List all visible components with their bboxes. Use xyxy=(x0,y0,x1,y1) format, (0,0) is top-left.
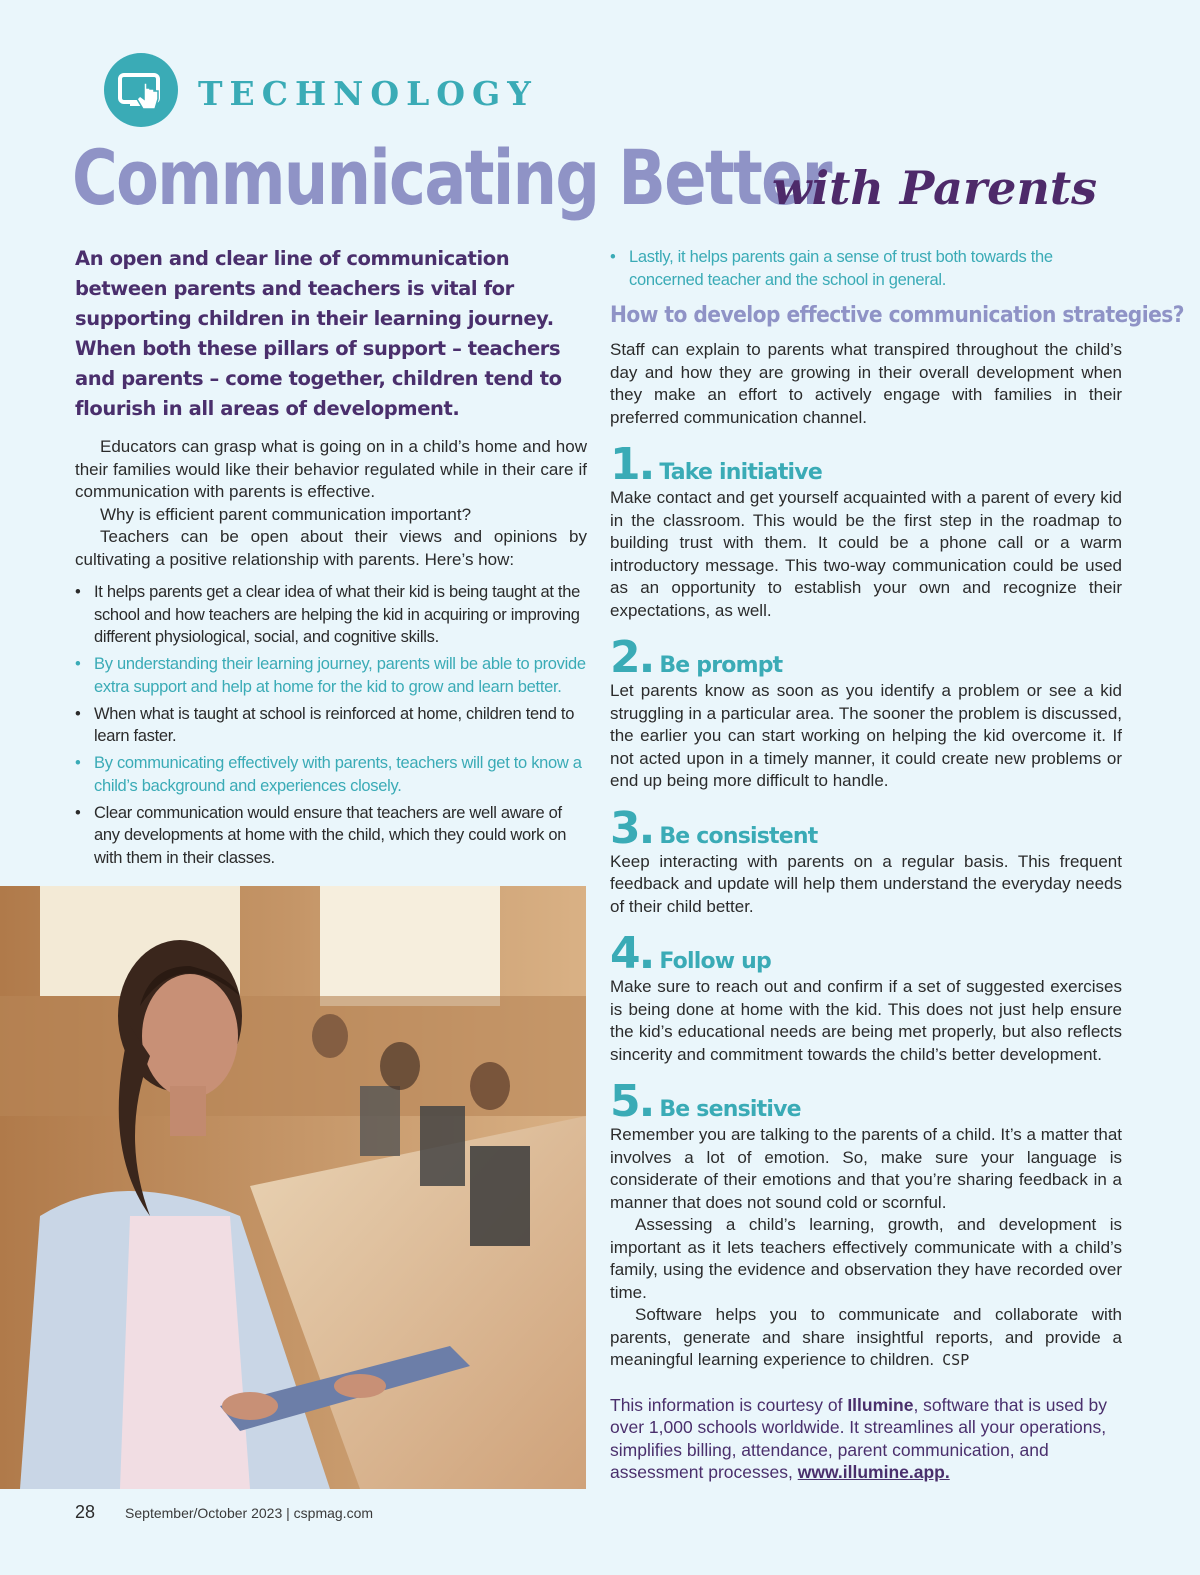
step-2 xyxy=(610,632,1122,793)
step-5 xyxy=(610,1076,1122,1214)
lead-paragraph: An open and clear line of communication between parents and teachers is vital for supporting children in their learning journey. When both these pillars of support – teachers and parents – come together, children tend to flourish in all areas of development. xyxy=(75,247,562,420)
brand-name: Illumine xyxy=(847,1394,914,1415)
page-footer xyxy=(75,1502,373,1523)
list-item: • Lastly, it helps parents gain a sense of trust both towards the concerned teacher and the school in general. xyxy=(610,248,1053,289)
list-item: • Clear communication would ensure that teachers are well aware of any developments at home with the child, which they could work on with them in their classes. xyxy=(75,803,567,867)
article-title-script: with Parents xyxy=(772,161,1098,215)
step-number: 2. xyxy=(610,632,654,683)
section-subheading: How to develop effective communication strategies? xyxy=(610,303,1184,328)
benefits-list xyxy=(75,581,587,869)
step-text: Let parents know as soon as you identify a problem or see a kid struggling in a particular area. The sooner the problem is discussed, the earlier you can start working on helping the kid overcome it. If not acted upon in a timely manner, it could create new problems or end up being more difficult to handle. xyxy=(610,681,1122,790)
article-title: Communicating Better xyxy=(72,133,831,222)
issue-info: September/October 2023 | cspmag.com xyxy=(125,1505,374,1521)
step-text: Remember you are talking to the parents of a child. It’s a matter that involves a lot of emotion. So, make sure your language is considerate of their emotions and that you’re sharing feedback in a manner that does not sound cold or scornful. xyxy=(610,1125,1122,1212)
step-1 xyxy=(610,439,1122,622)
csp-end-mark: CSP xyxy=(942,1351,970,1369)
step-text: Make contact and get yourself acquainted with a parent of every kid in the classroom. This would be the first step in the roadmap to building trust with them. It could be a phone call or a warm introductory message. This two-way communication could be used as an opportunity to establish your own and recognize their expectations, as well. xyxy=(610,488,1122,620)
page-number: 28 xyxy=(75,1502,96,1522)
step-number: 1. xyxy=(610,439,654,490)
list-item: • It helps parents get a clear idea of what their kid is being taught at the school and how teachers are helping the kid in acquiring or improving different physiological, social, and cognitive skills. xyxy=(75,583,580,646)
step-3 xyxy=(610,802,1122,919)
right-column xyxy=(610,244,1184,1501)
step-text: Make sure to reach out and confirm if a set of suggested exercises is being done at home with the kid. This does not just help ensure the kid’s educational needs are being met properly, but also reflects sincerity and commitment towards the child’s better development. xyxy=(610,977,1122,1064)
teacher-with-tablet-photo xyxy=(0,886,586,1489)
closing-paragraph: Assessing a child’s learning, growth, and development is important as it lets teachers effectively communicate with a child’s family, using the evidence and observation they have recorded over time. xyxy=(610,1215,1122,1302)
step-number: 5. xyxy=(610,1076,654,1127)
step-4 xyxy=(610,928,1122,1066)
step-number: 4. xyxy=(610,928,654,979)
body-question: Why is efficient parent communication important? xyxy=(100,504,472,524)
illumine-link[interactable]: www.illumine.app. xyxy=(797,1462,950,1482)
step-title: Follow up xyxy=(659,949,771,974)
step-title: Be sensitive xyxy=(659,1097,801,1122)
step-title: Be prompt xyxy=(659,653,783,678)
closing-paragraph: Software helps you to communicate and collaborate with parents, generate and share insightful reports, and provide a meaningful learning experience to children. CSP xyxy=(610,1305,1122,1369)
step-title: Take initiative xyxy=(659,460,822,485)
step-title: Be consistent xyxy=(659,823,818,849)
step-number: 3. xyxy=(610,802,654,854)
section-label: TECHNOLOGY xyxy=(198,74,538,113)
left-column xyxy=(75,244,587,874)
list-item: • By understanding their learning journey, parents will be able to provide extra support and help at home for the kid to grow and learn better. xyxy=(75,655,586,696)
courtesy-note: This information is courtesy of Illumine, software that is used by over 1,000 schools worldwide. It streamlines all your operations, simplifies billing, attendance, parent communication, and assessment processes, www.illumine.app. xyxy=(610,1394,1108,1482)
body-paragraph: Staff can explain to parents what transpired throughout the child’s day and how they are growing in their overall development when they make an effort to actively engage with families in their preferred communication channel. xyxy=(610,340,1122,427)
body-paragraph: Teachers can be open about their views and opinions by cultivating a positive relationship with parents. Here’s how: xyxy=(75,527,587,569)
list-item: • By communicating effectively with parents, teachers will get to know a child’s background and experiences closely. xyxy=(75,754,582,795)
list-item: • When what is taught at school is reinforced at home, children tend to learn faster. xyxy=(75,704,575,745)
tablet-touch-icon xyxy=(104,53,178,127)
benefits-list-continued xyxy=(610,246,1122,291)
step-text: Keep interacting with parents on a regular basis. This frequent feedback and update will help them understand the everyday needs of their child better. xyxy=(610,851,1122,916)
body-paragraph: Educators can grasp what is going on in a child’s home and how their families would like their behavior regulated while in their care if communication with parents is effective. xyxy=(75,437,587,501)
